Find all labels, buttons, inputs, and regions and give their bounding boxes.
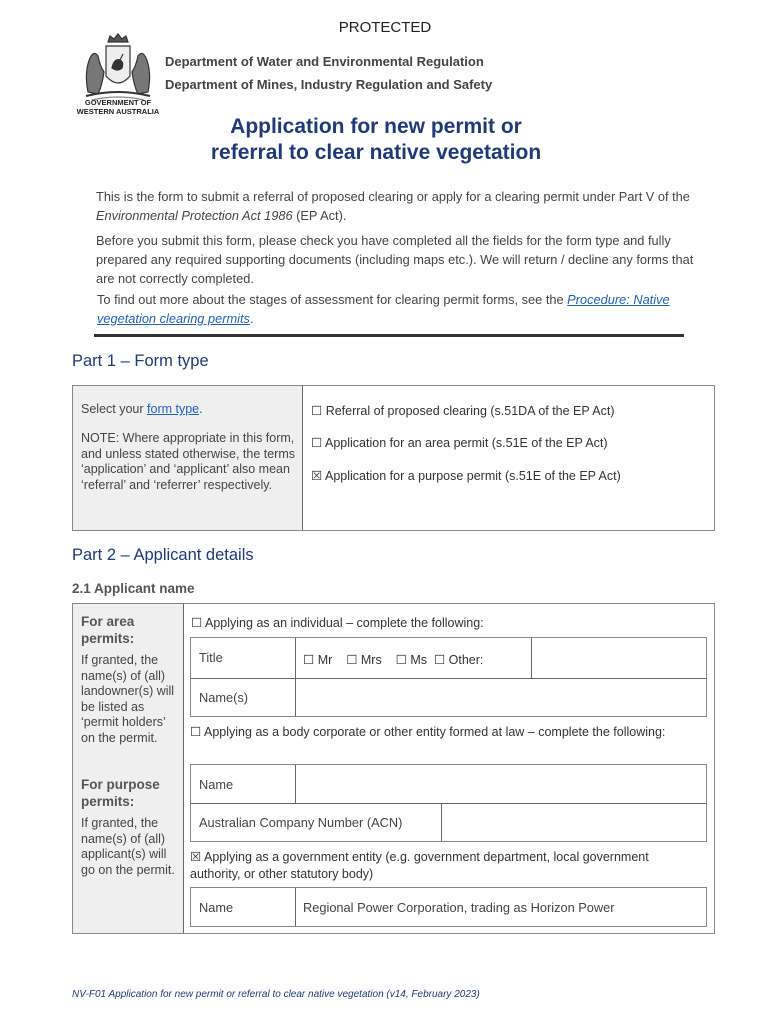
government-col-divider [295,888,296,926]
title-label: Title [199,650,223,665]
name-col-divider [295,765,296,803]
title-option-other[interactable] [434,653,483,667]
page-title-line-2: referral to clear native vegetation [210,141,542,164]
individual-row-divider [191,678,706,679]
checkbox-body-corporate[interactable]: ☐ [190,725,202,739]
form-type-note: NOTE: Where appropriate in this form, and unless stated otherwise, the terms ‘application’ and ‘applicant’ also mean ‘referral’ and ‘referrer’ respectively. [81,431,296,492]
page-title-line-1: Application for new permit or [230,115,522,138]
intro-p3-text: To find out more about the stages of assessment for clearing permit forms, see the [97,292,568,307]
title-mrs-label: Mrs [360,653,382,667]
checkbox-government[interactable]: ☒ [190,850,202,864]
purpose-permits-heading: For purpose permits: [81,777,160,809]
checkbox-ms[interactable]: ☐ [395,653,407,667]
acn-col-divider [441,803,442,841]
logo-caption-line-1: GOVERNMENT OF [84,98,152,107]
option-referral-label: Referral of proposed clearing (s.51DA of the EP Act) [325,404,615,418]
option-area-permit[interactable] [311,435,608,450]
checkbox-referral[interactable]: ☐ [311,404,323,418]
page-title [120,114,632,166]
title-other-label: Other: [448,653,484,667]
intro-p1-text-end: (EP Act). [292,208,347,223]
section-divider [94,334,684,337]
body-corporate-table [190,764,707,842]
form-type-divider [302,386,303,530]
select-prefix: Select your [81,402,148,416]
title-options [303,652,483,667]
department-name-2: Department of Mines, Industry Regulation and Safety [165,77,493,92]
checkbox-mr[interactable]: ☐ [303,653,315,667]
checkbox-mrs[interactable]: ☐ [346,653,358,667]
applicant-side-divider [183,604,184,933]
acn-label: Australian Company Number (ACN) [199,815,403,830]
part2-heading: Part 2 – Applicant details [72,546,254,564]
select-form-type-text [81,402,295,418]
option-area-permit-label: Application for an area permit (s.51E of the EP Act) [325,436,608,450]
area-permits-text: If granted, the name(s) of (all) landowner(s) will be listed as ‘permit holders’ on the permit. [81,653,175,745]
intro-paragraph-2: Before you submit this form, please check you have completed all the fields for the form type and fully prepared any required supporting documents (including maps etc.). We will return / decline any forms that are not correctly completed. [96,233,694,286]
option-body-corporate[interactable] [190,725,690,741]
option-individual-label: Applying as an individual – complete the following: [205,616,484,630]
individual-col-divider [295,638,296,716]
purpose-permits-text: If granted, the name(s) of (all) applicant(s) will go on the permit. [81,816,175,877]
form-type-link[interactable]: form type [147,402,200,416]
body-corporate-row-divider [191,803,706,804]
government-name-label: Name [199,900,234,915]
checkbox-area-permit[interactable]: ☐ [311,436,323,450]
option-referral[interactable] [311,403,615,418]
option-government[interactable] [190,849,690,882]
checkbox-individual[interactable]: ☐ [191,616,203,630]
department-name-1: Department of Water and Environmental Regulation [165,54,484,69]
act-name: Environmental Protection Act 1986 [96,208,293,223]
intro-paragraph-1 [96,187,696,225]
logo-caption-line-2: WESTERN AUSTRALIA [76,107,160,116]
option-individual[interactable] [191,615,484,630]
individual-table [190,637,707,717]
area-permits-heading: For area permits: [81,614,135,646]
applicant-name-table [72,603,715,934]
government-name-field[interactable]: Regional Power Corporation, trading as Horizon Power [303,900,615,915]
intro-p1-text: This is the form to submit a referral of proposed clearing or apply for a clearing permit under Part V of the [96,189,690,204]
form-type-table [72,385,715,531]
title-option-ms[interactable] [396,653,427,667]
checkbox-purpose-permit[interactable]: ☒ [311,469,323,483]
title-option-mrs[interactable] [346,653,382,667]
intro-paragraph-3 [97,290,697,328]
other-col-divider [531,638,532,678]
checkbox-other[interactable]: ☐ [433,653,446,667]
part1-heading: Part 1 – Form type [72,352,209,370]
body-name-label: Name [199,777,234,792]
footer-document-id: NV-F01 Application for new permit or referral to clear native vegetation (v14, February 2023) [72,989,480,1000]
names-label: Name(s) [199,690,249,705]
option-government-label: Applying as a government entity (e.g. government department, local government authority, or other statutory body) [190,850,649,881]
select-suffix: . [199,402,203,416]
title-mr-label: Mr [317,653,333,667]
classification-label: PROTECTED [338,19,432,36]
title-option-mr[interactable] [303,653,332,667]
procedure-link[interactable]: Procedure: Native vegetation clearing permits [97,292,670,326]
intro-p3-text-end: . [249,311,254,326]
government-table [190,887,707,927]
other-title-field[interactable] [533,640,705,676]
option-purpose-permit[interactable] [311,468,621,483]
option-body-corporate-label: Applying as a body corporate or other entity formed at law – complete the following: [204,725,666,739]
applicant-name-subheading: 2.1 Applicant name [72,581,195,596]
title-ms-label: Ms [410,653,427,667]
option-purpose-permit-label: Application for a purpose permit (s.51E of the EP Act) [325,469,621,483]
